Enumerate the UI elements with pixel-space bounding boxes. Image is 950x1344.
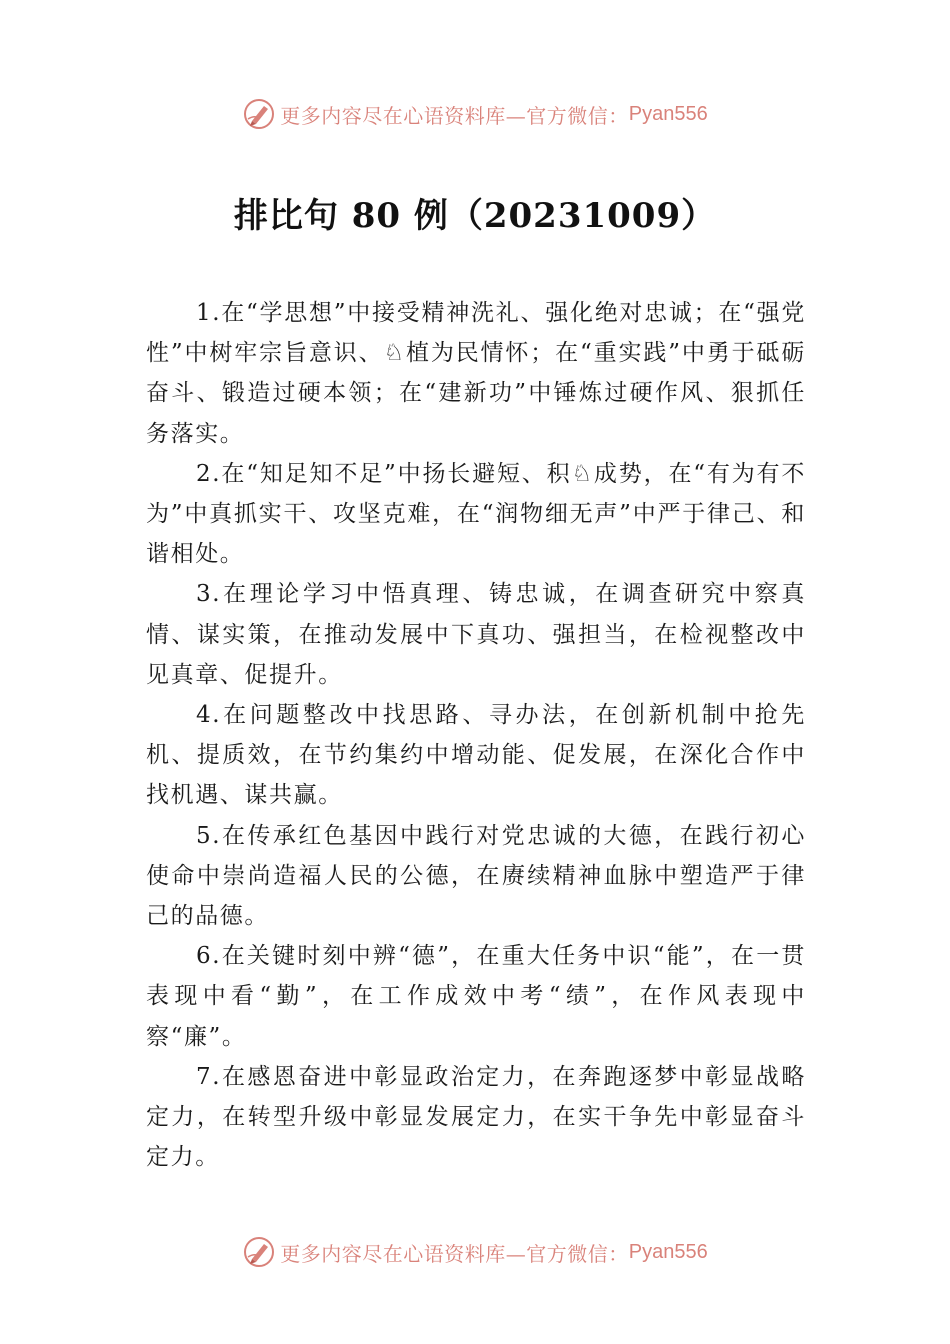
watermark-wechat-id: Pyan556 <box>628 102 708 125</box>
document-title: 排比句 80 例（20231009） <box>233 196 717 236</box>
paragraph-2: 2.在“知足知不足”中扬长避短、积♘成势，在“有为有不为”中真抓实干、攻坚克难，在“润物细无声”中严于律己、和谐相处。 <box>146 460 806 568</box>
document-body <box>146 293 806 1177</box>
paragraph-4: 4.在问题整改中找思路、寻办法，在创新机制中抢先机、提质效，在节约集约中增动能、促发展，在深化合作中找机遇、谋共赢。 <box>146 702 806 809</box>
paragraph-1: 1.在“学思想”中接受精神洗礼、强化绝对忠诚；在“强党性”中树牢宗旨意识、♘植为民情怀；在“重实践”中勇于砥砺奋斗、锻造过硬本领；在“建新功”中锤炼过硬作风、狠抓任务落实。 <box>146 300 806 447</box>
watermark-wechat-id: Pyan556 <box>628 1240 708 1263</box>
watermark-text: 更多内容尽在心语资料库—官方微信： <box>280 1241 629 1266</box>
paragraph-7: 7.在感恩奋进中彰显政治定力，在奔跑逐梦中彰显战略定力，在转型升级中彰显发展定力，在实干争先中彰显奋斗定力。 <box>146 1063 806 1171</box>
paragraph-6: 6.在关键时刻中辨“德”，在重大任务中识“能”，在一贯表现中看“勤”，在工作成效中考“绩”，在作风表现中察“廉”。 <box>146 943 806 1050</box>
pen-logo-icon <box>242 97 276 131</box>
footer-watermark <box>0 1232 950 1272</box>
pen-logo-icon <box>242 1235 276 1269</box>
paragraph-3: 3.在理论学习中悟真理、铸忠诚，在调查研究中察真情、谋实策，在推动发展中下真功、强担当，在检视整改中见真章、促提升。 <box>146 581 806 688</box>
paragraph-5: 5.在传承红色基因中践行对党忠诚的大德，在践行初心使命中崇尚造福人民的公德，在赓续精神血脉中塑造严于律己的品德。 <box>146 822 806 930</box>
header-watermark <box>0 94 950 134</box>
watermark-text: 更多内容尽在心语资料库—官方微信： <box>280 103 629 128</box>
